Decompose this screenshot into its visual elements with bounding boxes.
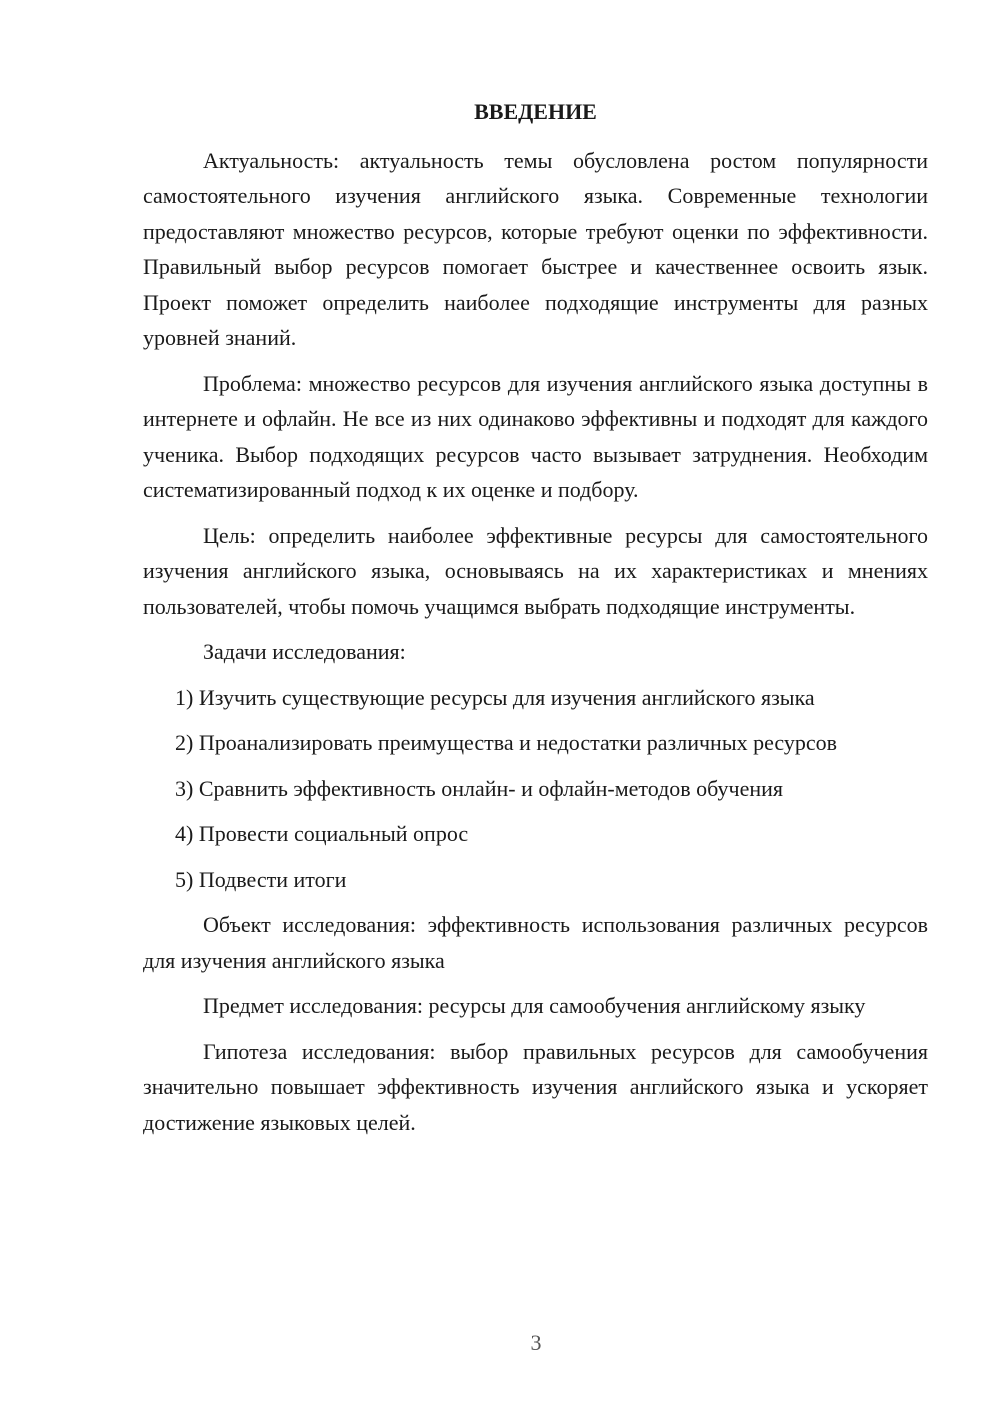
section-title: ВВЕДЕНИЕ	[474, 99, 597, 124]
goal-paragraph: Цель: определить наиболее эффективные ресурсы для самостоятельного изучения английского языка, основываясь на их характеристиках и мнениях пользователей, чтобы помочь учащимся выбрать подходящие инструменты.	[143, 522, 928, 619]
task-item-5: 5) Подвести итоги	[175, 866, 347, 892]
task-item-2: 2) Проанализировать преимущества и недостатки различных ресурсов	[175, 730, 838, 755]
task-item-1: 1) Изучить существующие ресурсы для изучения английского языка	[175, 684, 815, 710]
tasks-heading: Задачи исследования:	[203, 639, 406, 664]
subject-paragraph: Предмет исследования: ресурсы для самообучения английскому языку	[203, 993, 866, 1018]
hypothesis-paragraph: Гипотеза исследования: выбор правильных ресурсов для самообучения значительно повышает эффективность изучения английского языка и ускоряет достижение языковых целей.	[143, 1038, 928, 1135]
page-content	[143, 94, 928, 1150]
task-item-3: 3) Сравнить эффективность онлайн- и офлайн-методов обучения	[175, 775, 784, 801]
page-number: 3	[530, 1330, 542, 1355]
task-item-4: 4) Провести социальный опрос	[175, 821, 469, 846]
relevance-paragraph: Актуальность: актуальность темы обусловлена ростом популярности самостоятельного изучения английского языка. Современные технологии предоставляют множество ресурсов, которые требуют оценки по эффективности. Правильный выбор ресурсов помогает быстрее и качественнее освоить язык. Проект поможет определить наиболее подходящие инструменты для разных уровней знаний.	[143, 147, 928, 350]
problem-paragraph: Проблема: множество ресурсов для изучения английского языка доступны в интернете и офлайн. Не все из них одинаково эффективны и подходят для каждого ученика. Выбор подходящих ресурсов часто вызывает затруднения. Необходим систематизированный подход к их оценке и подбору.	[143, 370, 928, 502]
tasks-list	[143, 680, 928, 898]
object-paragraph: Объект исследования: эффективность использования различных ресурсов для изучения английского языка	[143, 912, 928, 973]
